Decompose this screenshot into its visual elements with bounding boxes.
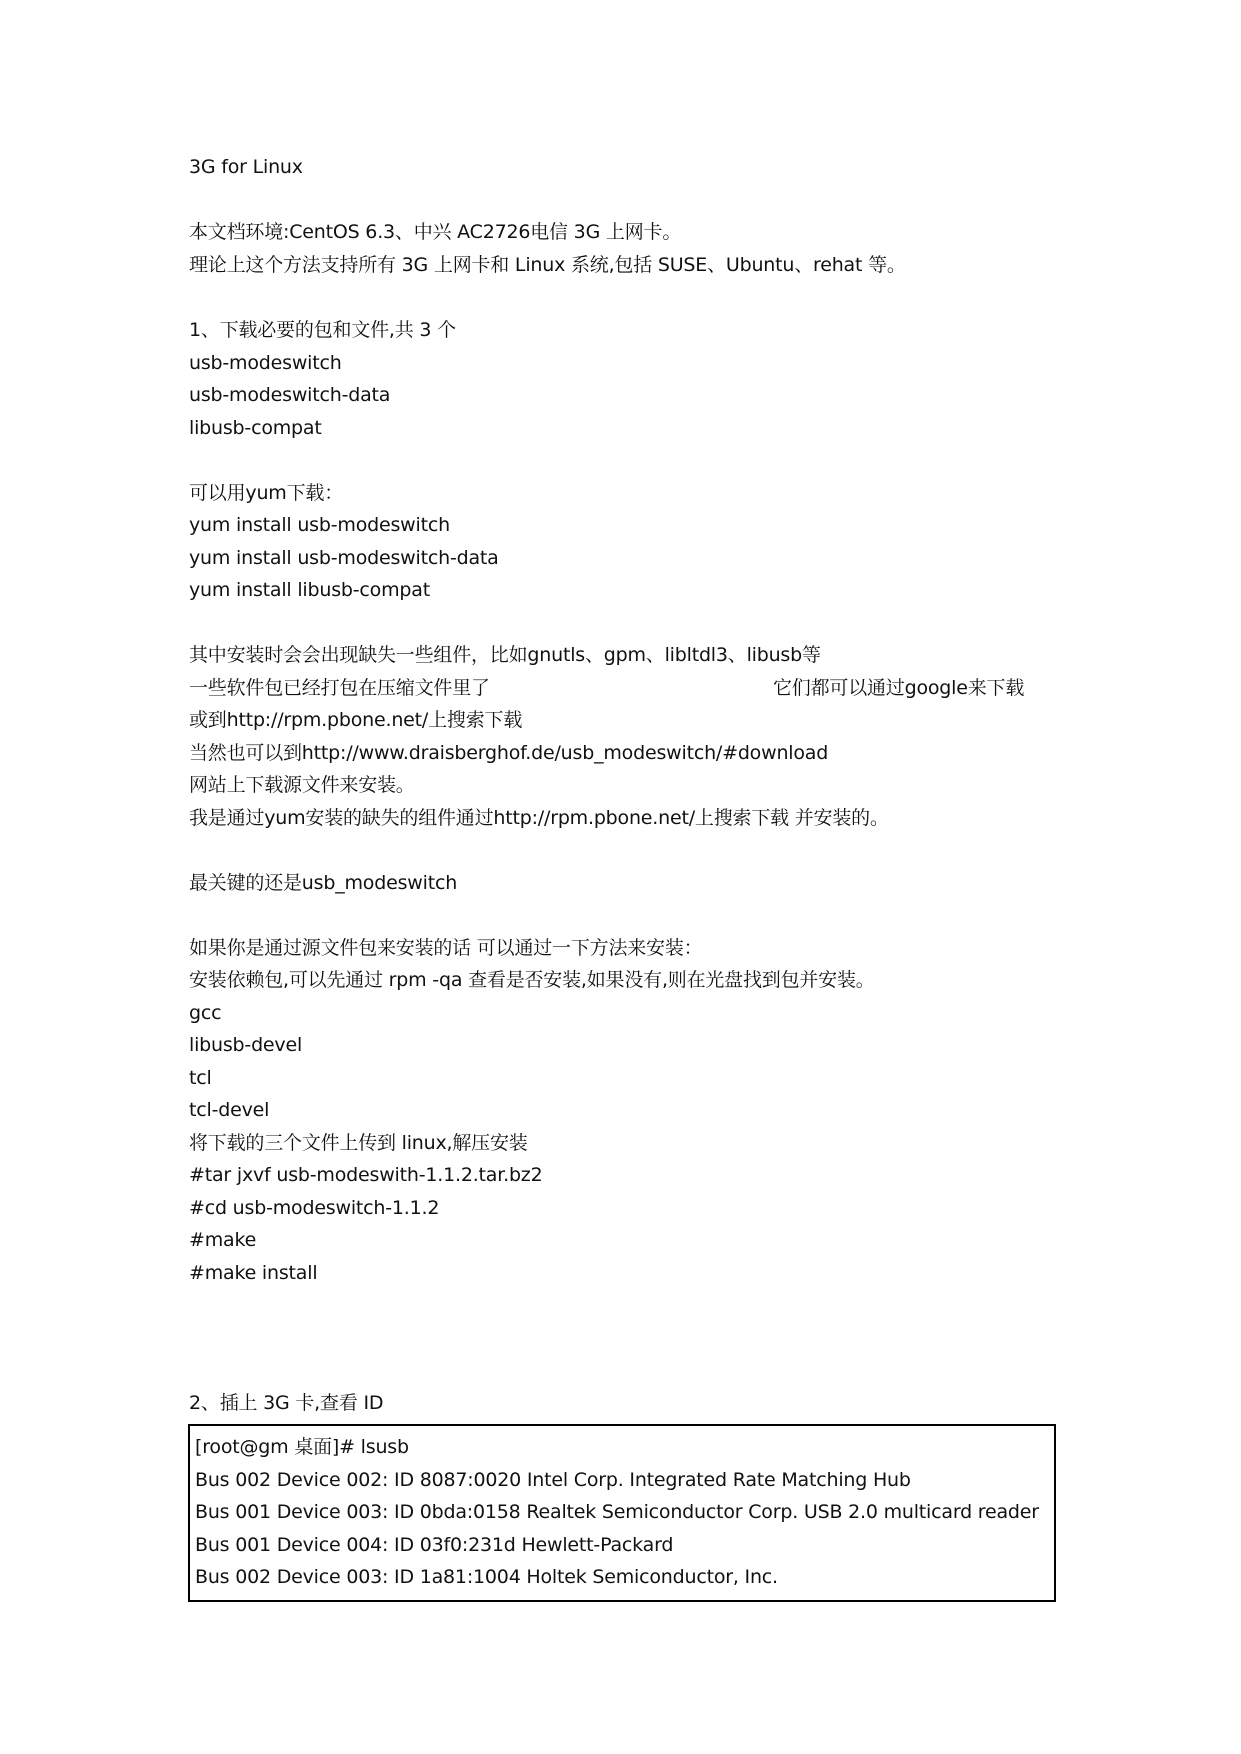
dependency-item: tcl-devel [189,1099,270,1121]
source-install-intro: 如果你是通过源文件包来安装的话 可以通过一下方法来安装： [189,937,703,959]
terminal-line: Bus 001 Device 004: ID 03f0:231d Hewlett-Packard [195,1534,674,1556]
terminal-line: Bus 002 Device 002: ID 8087:0020 Intel Corp. Integrated Rate Matching Hub [195,1469,911,1491]
shell-command: #make install [189,1262,318,1284]
yum-command: yum install libusb-compat [189,579,430,601]
source-site-note: 当然也可以到http://www.draisberghof.de/usb_modeswitch/#download [189,742,829,764]
dependency-item: gcc [189,1002,222,1024]
my-method-note: 我是通过yum安装的缺失的组件通过http://rpm.pbone.net/上搜索下载 并安装的。 [189,807,889,829]
terminal-output-box [188,1424,1056,1602]
source-install-note: 网站上下载源文件来安装。 [189,774,415,796]
key-point: 最关键的还是usb_modeswitch [189,872,458,894]
shell-command: #cd usb-modeswitch-1.1.2 [189,1197,440,1219]
intro-support: 理论上这个方法支持所有 3G 上网卡和 Linux 系统,包括 SUSE、Ubuntu、rehat 等。 [189,254,906,276]
package-item: libusb-compat [189,417,322,439]
dependency-item: tcl [189,1067,212,1089]
package-item: usb-modeswitch [189,352,342,374]
intro-environment: 本文档环境:CentOS 6.3、中兴 AC2726电信 3G 上网卡。 [189,221,682,243]
dependency-item: libusb-devel [189,1034,303,1056]
packed-note: 一些软件包已经打包在压缩文件里了 [189,677,490,699]
step1-heading: 1、下载必要的包和文件,共 3 个 [189,319,456,341]
step2-heading: 2、插上 3G 卡,查看 ID [189,1392,384,1414]
dependencies-intro: 安装依赖包,可以先通过 rpm -qa 查看是否安装,如果没有,则在光盘找到包并安装。 [189,969,875,991]
pbone-note: 或到http://rpm.pbone.net/上搜索下载 [189,709,523,731]
upload-note: 将下载的三个文件上传到 linux,解压安装 [189,1132,528,1154]
shell-command: #tar jxvf usb-modeswith-1.1.2.tar.bz2 [189,1164,543,1186]
missing-components-note: 其中安装时会会出现缺失一些组件，比如gnutls、gpm、libltdl3、libusb等 [189,644,821,666]
terminal-line: Bus 002 Device 003: ID 1a81:1004 Holtek Semiconductor, Inc. [195,1566,778,1588]
yum-intro: 可以用yum下载： [189,482,343,504]
shell-command: #make [189,1229,257,1251]
terminal-prompt: [root@gm 桌面]# lsusb [195,1436,409,1458]
document-title: 3G for Linux [189,156,303,178]
yum-command: yum install usb-modeswitch [189,514,450,536]
package-item: usb-modeswitch-data [189,384,391,406]
terminal-line: Bus 001 Device 003: ID 0bda:0158 Realtek Semiconductor Corp. USB 2.0 multicard reader [195,1501,1039,1523]
google-note: 它们都可以通过google来下载 [773,677,1025,699]
yum-command: yum install usb-modeswitch-data [189,547,499,569]
